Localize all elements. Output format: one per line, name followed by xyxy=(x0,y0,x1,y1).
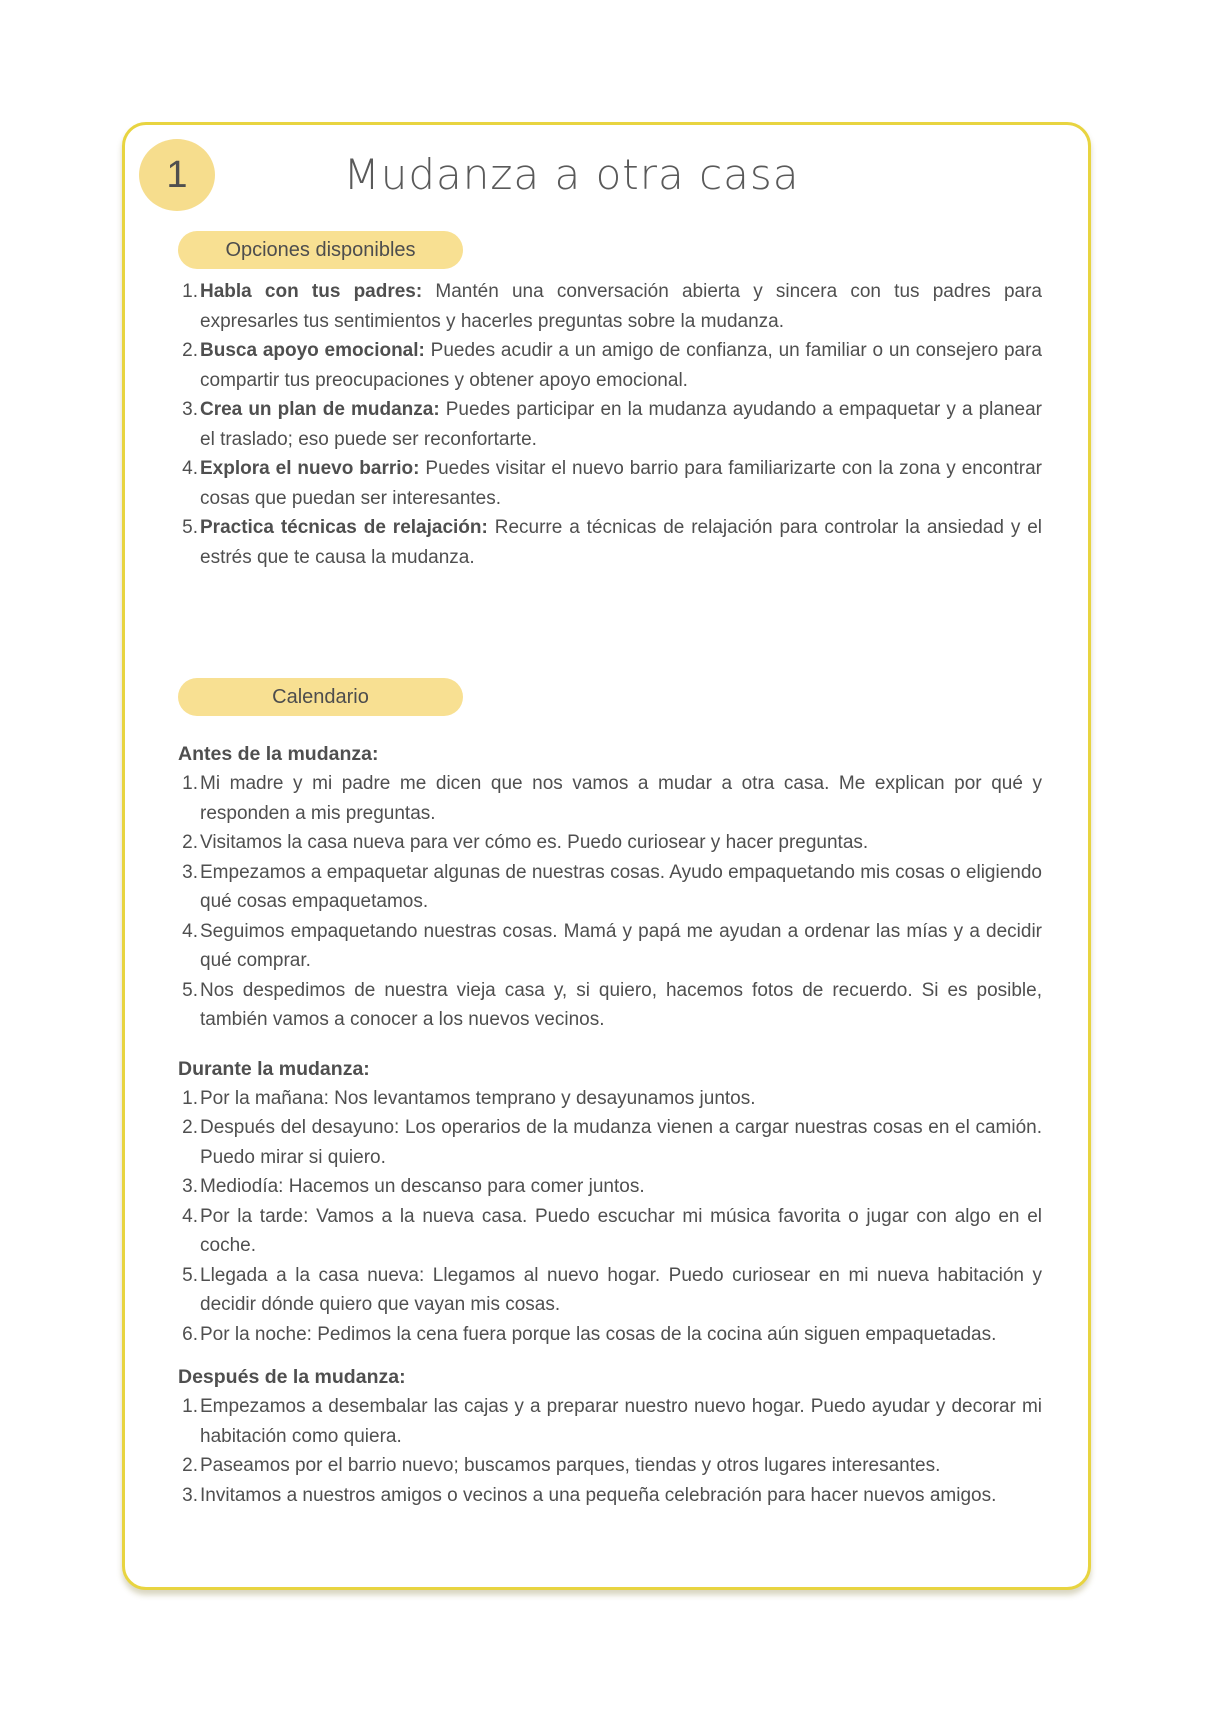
section-pill-opciones: Opciones disponibles xyxy=(178,231,463,269)
item-text: Seguimos empaquetando nuestras cosas. Mamá y papá me ayudan a ordenar las mías y a decidir qué comprar. xyxy=(200,920,1042,971)
list-item xyxy=(200,769,1042,828)
item-lead: Habla con tus padres: xyxy=(200,281,423,302)
list-item xyxy=(200,1481,1042,1511)
item-text: Paseamos por el barrio nuevo; buscamos parques, tiendas y otros lugares interesantes. xyxy=(200,1455,941,1476)
item-text: Después del desayuno: Los operarios de la mudanza vienen a cargar nuestras cosas en el camión. Puedo mirar si quiero. xyxy=(200,1117,1042,1168)
calendar-list-durante xyxy=(178,1084,1042,1350)
options-list xyxy=(178,277,1042,572)
page-title: Mudanza a otra casa xyxy=(343,150,800,199)
page-content xyxy=(125,211,1088,1510)
item-text: Invitamos a nuestros amigos o vecinos a una pequeña celebración para hacer nuevos amigos. xyxy=(200,1484,997,1506)
item-lead: Practica técnicas de relajación: xyxy=(200,517,488,538)
item-text: Llegada a la casa nueva: Llegamos al nuevo hogar. Puedo curiosear en mi nueva habitación y decidir dónde quiero que vayan mis cosas. xyxy=(200,1264,1042,1315)
calendar-list-despues xyxy=(178,1392,1042,1510)
subsection-heading-antes: Antes de la mudanza: xyxy=(178,743,379,765)
list-item xyxy=(200,454,1042,513)
list-item xyxy=(200,277,1042,336)
list-item xyxy=(200,1084,1042,1114)
list-item xyxy=(200,1113,1042,1172)
page-number: 1 xyxy=(166,153,188,196)
list-item xyxy=(200,828,1042,858)
list-item xyxy=(200,1320,1042,1350)
list-item xyxy=(200,917,1042,976)
list-item xyxy=(200,976,1042,1035)
item-text: Puedes acudir a un amigo de confianza, un familiar o un consejero para compartir tus preocupaciones y obtener apoyo emocional. xyxy=(200,340,1042,391)
item-text: Nos despedimos de nuestra vieja casa y, si quiero, hacemos fotos de recuerdo. Si es posible, también vamos a conocer a los nuevos vecinos. xyxy=(200,979,1042,1030)
item-text: Por la tarde: Vamos a la nueva casa. Puedo escuchar mi música favorita o jugar con algo en el coche. xyxy=(200,1205,1042,1256)
list-item xyxy=(200,336,1042,395)
page-card xyxy=(122,122,1091,1590)
list-item xyxy=(200,1202,1042,1261)
subsection-heading-durante: Durante la mudanza: xyxy=(178,1057,370,1080)
list-item xyxy=(200,1451,1042,1481)
list-item xyxy=(200,1261,1042,1320)
item-text: Empezamos a desembalar las cajas y a preparar nuestro nuevo hogar. Puedo ayudar y decorar mi habitación como quiera. xyxy=(200,1396,1042,1447)
item-lead: Crea un plan de mudanza: xyxy=(200,399,440,420)
list-item xyxy=(200,1172,1042,1202)
item-text: Empezamos a empaquetar algunas de nuestras cosas. Ayudo empaquetando mis cosas o eligiendo qué cosas empaquetamos. xyxy=(200,861,1042,912)
list-item xyxy=(200,858,1042,917)
item-text: Puedes participar en la mudanza ayudando a empaquetar y a planear el traslado; eso puede ser reconfortarte. xyxy=(200,399,1043,450)
list-item xyxy=(200,513,1042,572)
item-text: Mantén una conversación abierta y sincera con tus padres para expresarles tus sentimientos y hacerles preguntas sobre la mudanza. xyxy=(200,281,1042,332)
item-text: Puedes visitar el nuevo barrio para familiarizarte con la zona y encontrar cosas que puedan ser interesantes. xyxy=(200,458,1042,509)
item-lead: Busca apoyo emocional: xyxy=(200,340,425,361)
item-lead: Explora el nuevo barrio: xyxy=(200,458,420,479)
list-item xyxy=(200,1392,1042,1451)
page-number-badge xyxy=(139,139,215,211)
section-pill-calendario: Calendario xyxy=(178,678,463,716)
item-text: Mi madre y mi padre me dicen que nos vamos a mudar a otra casa. Me explican por qué y responden a mis preguntas. xyxy=(200,773,1042,824)
item-text: Por la noche: Pedimos la cena fuera porque las cosas de la cocina aún siguen empaquetadas. xyxy=(200,1323,997,1345)
calendar-list-antes xyxy=(178,769,1042,1035)
item-text: Mediodía: Hacemos un descanso para comer juntos. xyxy=(200,1176,645,1197)
item-text: Por la mañana: Nos levantamos temprano y desayunamos juntos. xyxy=(200,1087,756,1109)
item-text: Recurre a técnicas de relajación para controlar la ansiedad y el estrés que te causa la mudanza. xyxy=(200,517,1042,568)
item-text: Visitamos la casa nueva para ver cómo es. Puedo curiosear y hacer preguntas. xyxy=(200,832,869,853)
list-item xyxy=(200,395,1042,454)
subsection-heading-despues: Después de la mudanza: xyxy=(178,1366,406,1388)
